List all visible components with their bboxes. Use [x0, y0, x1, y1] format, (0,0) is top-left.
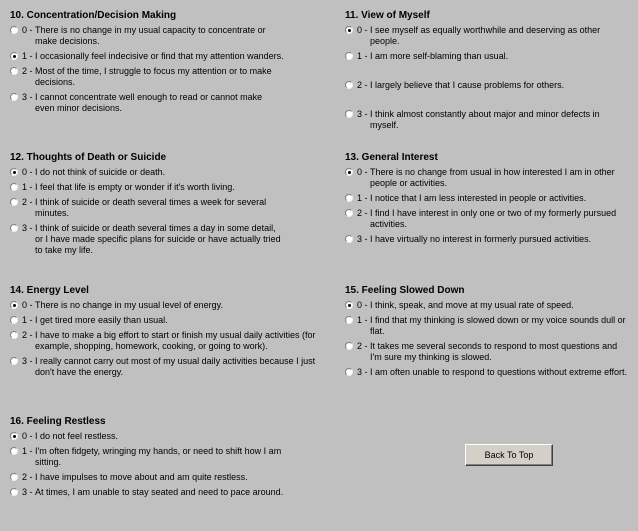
option-0[interactable]: 0 - I think, speak, and move at my usual rate of speed.	[345, 300, 638, 311]
section-general-interest	[345, 152, 638, 249]
radio-button[interactable]	[345, 81, 353, 89]
option-3[interactable]: 3 - I cannot concentrate well enough to read or cannot make even minor decisions.	[10, 92, 284, 114]
radio-button[interactable]	[345, 316, 353, 324]
section-feeling-restless	[10, 416, 310, 502]
option-0[interactable]: 0 - I do not think of suicide or death.	[10, 167, 307, 178]
section-title: 15. Feeling Slowed Down	[345, 285, 465, 296]
option-3[interactable]: 3 - I think of suicide or death several times a day in some detail, or I have made specific plans for suicide or have actually tried to take my life.	[10, 223, 284, 256]
section-feeling-slowed-down	[345, 285, 638, 382]
radio-button-checked[interactable]	[10, 432, 18, 440]
section-title: 13. General Interest	[345, 152, 438, 163]
section-thoughts-of-death	[10, 152, 310, 260]
option-2[interactable]: 2 - I largely believe that I cause problems for others.	[345, 80, 632, 91]
option-2[interactable]: 2 - I have impulses to move about and am quite restless.	[10, 472, 307, 483]
section-energy-level	[10, 285, 316, 382]
section-title: 10. Concentration/Decision Making	[10, 10, 177, 21]
radio-button[interactable]	[10, 316, 18, 324]
option-0[interactable]: 0 - I see myself as equally worthwhile and deserving as other people.	[345, 25, 632, 47]
radio-button[interactable]	[10, 224, 18, 232]
option-3[interactable]: 3 - I have virtually no interest in formerly pursued activities.	[345, 234, 622, 245]
option-1[interactable]: 1 - I get tired more easily than usual.	[10, 315, 307, 326]
radio-button[interactable]	[10, 67, 18, 75]
radio-button[interactable]	[10, 447, 18, 455]
radio-button[interactable]	[345, 235, 353, 243]
option-1[interactable]: 1 - I notice that I am less interested in people or activities.	[345, 193, 638, 204]
radio-button[interactable]	[10, 26, 18, 34]
radio-button[interactable]	[345, 110, 353, 118]
radio-button[interactable]	[10, 198, 18, 206]
option-0[interactable]: 0 - I do not feel restless.	[10, 431, 307, 442]
option-2[interactable]: 2 - I think of suicide or death several times a week for several minutes.	[10, 197, 284, 219]
section-title: 14. Energy Level	[10, 285, 89, 296]
section-concentration	[10, 10, 310, 118]
option-1[interactable]: 1 - I find that my thinking is slowed down or my voice sounds dull or flat.	[345, 315, 627, 337]
option-1[interactable]: 1 - I am more self-blaming than usual.	[345, 51, 632, 62]
option-1[interactable]: 1 - I feel that life is empty or wonder if it's worth living.	[10, 182, 307, 193]
section-view-of-myself	[345, 10, 638, 135]
option-2[interactable]: 2 - Most of the time, I struggle to focus my attention or to make decisions.	[10, 66, 284, 88]
radio-button-checked[interactable]	[345, 26, 353, 34]
option-1[interactable]: 1 - I'm often fidgety, wringing my hands, or need to shift how I am sitting.	[10, 446, 292, 468]
radio-button-checked[interactable]	[10, 301, 18, 309]
radio-button[interactable]	[345, 194, 353, 202]
option-1[interactable]: 1 - I occasionally feel indecisive or find that my attention wanders.	[10, 51, 284, 62]
section-title: 11. View of Myself	[345, 10, 430, 21]
radio-button-checked[interactable]	[10, 52, 18, 60]
option-2[interactable]: 2 - I find I have interest in only one or two of my formerly pursued activities.	[345, 208, 622, 230]
radio-button[interactable]	[345, 209, 353, 217]
radio-button[interactable]	[345, 342, 353, 350]
radio-button[interactable]	[10, 331, 18, 339]
radio-button-checked[interactable]	[345, 168, 353, 176]
radio-button[interactable]	[10, 93, 18, 101]
radio-button[interactable]	[10, 473, 18, 481]
radio-button[interactable]	[10, 357, 18, 365]
option-3[interactable]: 3 - I think almost constantly about major and minor defects in myself.	[345, 109, 607, 131]
section-title: 12. Thoughts of Death or Suicide	[10, 152, 167, 163]
option-0[interactable]: 0 - There is no change in my usual capacity to concentrate or make decisions.	[10, 25, 272, 47]
option-2[interactable]: 2 - I have to make a big effort to start or finish my usual daily activities (for example, shopping, homework, cooking, or going to work).	[10, 330, 322, 352]
option-0[interactable]: 0 - There is no change from usual in how interested I am in other people or activities.	[345, 167, 622, 189]
option-3[interactable]: 3 - I really cannot carry out most of my usual daily activities because I just don't have the energy.	[10, 356, 322, 378]
radio-button[interactable]	[10, 488, 18, 496]
section-title: 16. Feeling Restless	[10, 416, 106, 427]
back-to-top-button[interactable]: Back To Top	[465, 444, 553, 466]
option-2[interactable]: 2 - It takes me several seconds to respond to most questions and I'm sure my thinking is slowed.	[345, 341, 619, 363]
radio-button[interactable]	[10, 183, 18, 191]
radio-button[interactable]	[345, 52, 353, 60]
radio-button-checked[interactable]	[345, 301, 353, 309]
option-3[interactable]: 3 - At times, I am unable to stay seated and need to pace around.	[10, 487, 292, 498]
radio-button[interactable]	[345, 368, 353, 376]
option-3[interactable]: 3 - I am often unable to respond to questions without extreme effort.	[345, 367, 627, 378]
option-0[interactable]: 0 - There is no change in my usual level of energy.	[10, 300, 307, 311]
radio-button-checked[interactable]	[10, 168, 18, 176]
